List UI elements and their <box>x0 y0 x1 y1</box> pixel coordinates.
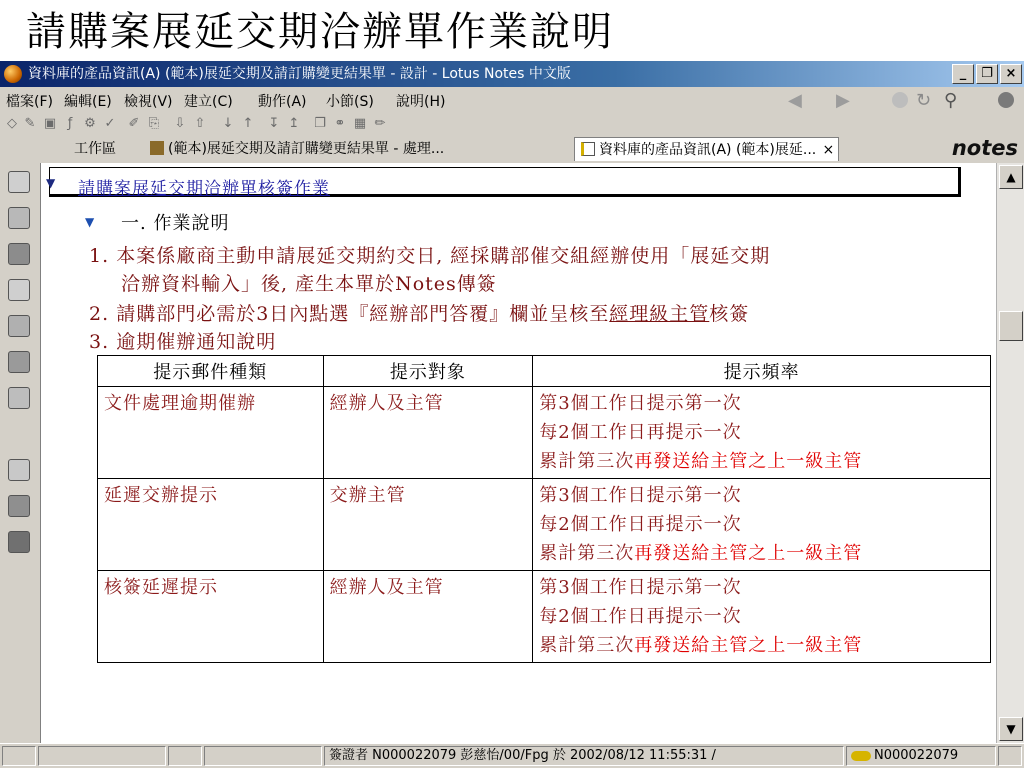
status-message: 簽證者 N000022079 彭慈怡/00/Fpg 於 2002/08/12 11:55:31 / <box>324 746 844 766</box>
list-item-1-line1: 本案係廠商主動申請展延交期約交日, 經採購部催交組經辦使用「展延交期 <box>116 245 771 267</box>
menu-section[interactable]: 小節(S) <box>326 94 374 110</box>
link-icon[interactable]: ⚭ <box>334 116 346 131</box>
to-do-icon[interactable] <box>8 279 30 301</box>
collapse-icon[interactable]: ↧ <box>268 116 280 131</box>
freq-line-1: 第3個工作日提示第一次 <box>539 577 742 598</box>
freq-line-2: 每2個工作日再提示一次 <box>539 606 742 627</box>
back-history-icon[interactable]: ◇ <box>7 116 17 131</box>
freq-line-2: 每2個工作日再提示一次 <box>539 422 742 443</box>
status-user-id: N000022079 <box>874 748 959 763</box>
freq-line-1: 第3個工作日提示第一次 <box>539 485 742 506</box>
cell-type: 文件處理逾期催辦 <box>98 387 324 479</box>
promote-icon[interactable]: ↑ <box>242 116 254 131</box>
cell-target: 經辦人及主管 <box>323 571 533 663</box>
history-icon[interactable] <box>8 495 30 517</box>
expand-icon[interactable]: ↥ <box>288 116 300 131</box>
cell-target: 交辦主管 <box>323 479 533 571</box>
list-item-2-suffix: 核簽 <box>709 303 750 325</box>
header-mail-type: 提示郵件種類 <box>98 356 324 387</box>
header-frequency: 提示頻率 <box>533 356 991 387</box>
menu-help[interactable]: 說明(H) <box>396 94 446 110</box>
stop-icon[interactable] <box>892 92 908 108</box>
menu-bar <box>0 87 1024 113</box>
favorites-icon[interactable] <box>8 351 30 373</box>
freq-line-3-alert: 再發送給主管之上一級主管 <box>634 635 863 656</box>
cell-target: 經辦人及主管 <box>323 387 533 479</box>
calendar-icon[interactable] <box>8 207 30 229</box>
checkmark-icon[interactable]: ✓ <box>104 116 116 131</box>
subsection-title: 一. 作業說明 <box>121 213 230 234</box>
menu-view[interactable]: 檢視(V) <box>124 94 173 110</box>
freq-line-3-alert: 再發送給主管之上一級主管 <box>634 451 863 472</box>
status-cell-size[interactable] <box>168 746 202 766</box>
menu-create[interactable]: 建立(C) <box>184 94 233 110</box>
list-item-2-number: 2. <box>89 303 110 325</box>
table-row <box>98 387 991 479</box>
toolbar <box>0 113 1024 135</box>
list-item-2-text: 請購部門必需於3日內點選『經辦部門答覆』欄並呈核至 <box>116 303 610 325</box>
menu-actions[interactable]: 動作(A) <box>258 94 307 110</box>
table-row <box>98 479 991 571</box>
bookmark-bar <box>0 163 40 743</box>
tab-workspace[interactable]: 工作區 <box>74 141 116 157</box>
section-header[interactable] <box>46 167 961 199</box>
list-item-1-number: 1. <box>89 245 110 267</box>
list-item-3 <box>89 327 276 354</box>
databases-icon[interactable] <box>8 459 30 481</box>
notes-logo: notes <box>951 136 1018 160</box>
menu-edit[interactable]: 編輯(E) <box>64 94 112 110</box>
replicator-icon[interactable] <box>8 315 30 337</box>
scroll-thumb[interactable] <box>999 311 1023 341</box>
paste-icon[interactable]: ⎘ <box>148 116 160 131</box>
freq-line-3-prefix: 累計第三次 <box>539 451 635 472</box>
table-row <box>98 571 991 663</box>
tab-document-1-label: (範本)展延交期及請訂購變更結果單 - 處理... <box>168 141 445 157</box>
document-pane <box>40 163 996 743</box>
refresh-icon[interactable]: ↻ <box>916 90 932 111</box>
freq-line-3-prefix: 累計第三次 <box>539 543 635 564</box>
tab-document-2[interactable] <box>574 137 839 161</box>
menu-file[interactable]: 檔案(F) <box>6 94 53 110</box>
cell-frequency <box>533 387 991 479</box>
copy-icon[interactable]: ❐ <box>314 116 326 131</box>
internet-icon[interactable] <box>8 387 30 409</box>
list-item-1-line2: 洽辦資料輸入」後, 產生本單於Notes傳簽 <box>121 273 497 295</box>
tab-document-2-label: 資料庫的產品資訊(A) (範本)展延... <box>599 142 817 158</box>
freq-line-3-alert: 再發送給主管之上一級主管 <box>634 543 863 564</box>
agent-icon[interactable]: ⚙ <box>84 116 96 131</box>
text-box-icon[interactable]: ▣ <box>43 116 57 131</box>
notification-table <box>97 355 991 663</box>
cell-frequency <box>533 479 991 571</box>
list-item-2 <box>89 299 749 326</box>
edit-pen-icon[interactable]: ✐ <box>128 116 140 131</box>
mail-icon[interactable] <box>8 171 30 193</box>
tab-document-1[interactable] <box>150 137 444 161</box>
move-down-icon[interactable]: ⇩ <box>174 116 186 131</box>
tab-bar <box>0 135 1024 163</box>
open-icon[interactable] <box>998 92 1014 108</box>
freq-line-2: 每2個工作日再提示一次 <box>539 514 742 535</box>
title-bar <box>0 61 1024 87</box>
section-twisty-icon[interactable]: ▼ <box>46 176 56 190</box>
freq-line-3 <box>539 447 984 476</box>
list-item-1 <box>89 241 770 268</box>
freq-line-3 <box>539 539 984 568</box>
document-icon <box>581 142 595 156</box>
manager-level-text: 經理級主管 <box>609 303 710 325</box>
scroll-up-arrow-icon[interactable]: ▲ <box>999 165 1023 189</box>
close-button[interactable]: × <box>1000 64 1022 84</box>
notes-bookmark-icon[interactable] <box>8 531 30 553</box>
freq-line-3 <box>539 631 984 660</box>
draw-icon[interactable]: ✏ <box>374 116 386 131</box>
cell-type: 核簽延遲提示 <box>98 571 324 663</box>
move-up-icon[interactable]: ⇧ <box>194 116 206 131</box>
freq-line-1: 第3個工作日提示第一次 <box>539 393 742 414</box>
formula-icon[interactable]: ƒ <box>67 116 73 131</box>
status-cell-style[interactable] <box>204 746 322 766</box>
list-item-3-text: 逾期催辦通知說明 <box>116 331 277 353</box>
freq-line-3-prefix: 累計第三次 <box>539 635 635 656</box>
restore-button[interactable]: ❐ <box>976 64 998 84</box>
key-icon <box>851 751 871 761</box>
window-title: 資料庫的產品資訊(A) (範本)展延交期及請訂購變更結果單 - 設計 - Lotus Notes 中文版 <box>28 66 571 82</box>
list-item-3-number: 3. <box>89 331 110 353</box>
status-cell-font[interactable] <box>38 746 166 766</box>
lotus-notes-app-icon[interactable] <box>4 65 22 83</box>
table-header-row <box>98 356 991 387</box>
cell-type: 延遲交辦提示 <box>98 479 324 571</box>
scroll-down-arrow-icon[interactable]: ▼ <box>999 717 1023 741</box>
lotus-notes-window <box>0 61 1024 768</box>
status-user-cell[interactable] <box>846 746 996 766</box>
slide-title: 請購案展延交期洽辦單作業說明 <box>26 9 614 55</box>
close-tab-icon[interactable]: × <box>822 142 835 158</box>
subsection-twisty-icon[interactable]: ▼ <box>85 215 95 229</box>
form-icon <box>150 141 164 155</box>
vertical-scrollbar[interactable] <box>996 163 1024 743</box>
signature-icon[interactable]: ✎ <box>24 116 36 131</box>
minimize-button[interactable]: _ <box>952 64 974 84</box>
inbox-icon[interactable] <box>998 746 1022 766</box>
search-icon[interactable]: ⚲ <box>944 90 958 111</box>
table-icon[interactable]: ▦ <box>353 116 367 131</box>
status-cell-blank <box>2 746 36 766</box>
forward-arrow-icon[interactable]: ▶ <box>836 90 850 111</box>
section-title: 請購案展延交期洽辦單核簽作業 <box>78 179 330 199</box>
demote-icon[interactable]: ↓ <box>222 116 234 131</box>
status-bar <box>0 743 1024 768</box>
header-target: 提示對象 <box>323 356 533 387</box>
back-arrow-icon[interactable]: ◀ <box>788 90 802 111</box>
cell-frequency <box>533 571 991 663</box>
address-book-icon[interactable] <box>8 243 30 265</box>
